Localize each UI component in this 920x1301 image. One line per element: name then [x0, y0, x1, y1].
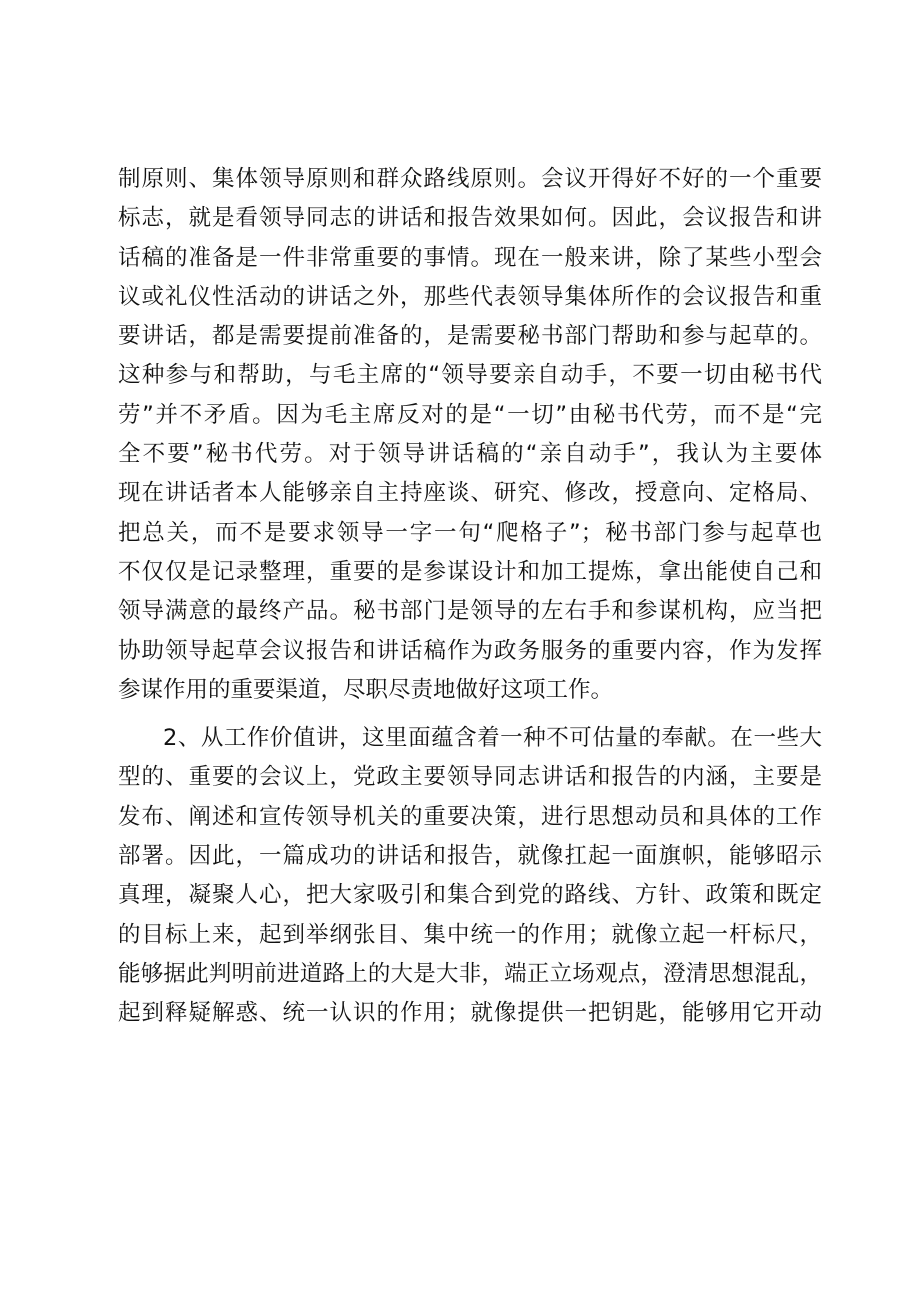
text-line: 制原则、集体领导原则和群众路线原则。会议开得好不好的一个重要 — [118, 166, 822, 192]
document-body — [118, 160, 822, 1034]
text-line: 全不要”秘书代劳。对于领导讲话稿的“亲自动手”，我认为主要体 — [118, 441, 822, 468]
text-line: 参谋作用的重要渠道，尽职尽责地做好这项工作。 — [118, 676, 614, 703]
text-line: 议或礼仪性活动的讲话之外，那些代表领导集体所作的会议报告和重 — [118, 283, 822, 310]
text-line: 领导满意的最终产品。秘书部门是领导的左右手和参谋机构，应当把 — [118, 598, 822, 625]
text-line: 把总关，而不是要求领导一字一句“爬格子”；秘书部门参与起草也 — [118, 519, 822, 546]
text-line: 起到释疑解惑、统一认识的作用；就像提供一把钥匙，能够用它开动 — [118, 1000, 822, 1027]
text-line: 话稿的准备是一件非常重要的事情。现在一般来讲，除了某些小型会 — [118, 244, 822, 271]
paragraph-1 — [118, 160, 822, 710]
text-line: 要讲话，都是需要提前准备的，是需要秘书部门帮助和参与起草的。 — [118, 323, 822, 350]
text-line: 真理，凝聚人心，把大家吸引和集合到党的路线、方针、政策和既定 — [118, 882, 822, 909]
text-line: 这种参与和帮助，与毛主席的“领导要亲自动手，不要一切由秘书代 — [118, 362, 822, 389]
paragraph-2 — [118, 719, 822, 1033]
text-line: 型的、重要的会议上，党政主要领导同志讲话和报告的内涵，主要是 — [118, 764, 822, 791]
text-line: 发布、阐述和宣传领导机关的重要决策，进行思想动员和具体的工作 — [118, 803, 822, 830]
text-line: 2、从工作价值讲，这里面蕴含着一种不可估量的奉献。在一些大 — [163, 725, 822, 752]
text-line: 协助领导起草会议报告和讲话稿作为政务服务的重要内容，作为发挥 — [118, 637, 822, 664]
text-line: 的目标上来，起到举纲张目、集中统一的作用；就像立起一杆标尺， — [118, 921, 822, 948]
text-line: 不仅仅是记录整理，重要的是参谋设计和加工提炼，拿出能使自己和 — [118, 558, 822, 585]
text-line: 标志，就是看领导同志的讲话和报告效果如何。因此，会议报告和讲 — [118, 205, 822, 232]
text-line: 能够据此判明前进道路上的大是大非，端正立场观点，澄清思想混乱， — [118, 960, 822, 987]
text-line: 劳”并不矛盾。因为毛主席反对的是“一切”由秘书代劳，而不是“完 — [118, 401, 822, 428]
text-line: 现在讲话者本人能够亲自主持座谈、研究、修改，授意向、定格局、 — [118, 480, 822, 507]
text-line: 部署。因此，一篇成功的讲话和报告，就像扛起一面旗帜，能够昭示 — [118, 843, 822, 870]
paragraph-gap — [118, 710, 822, 719]
